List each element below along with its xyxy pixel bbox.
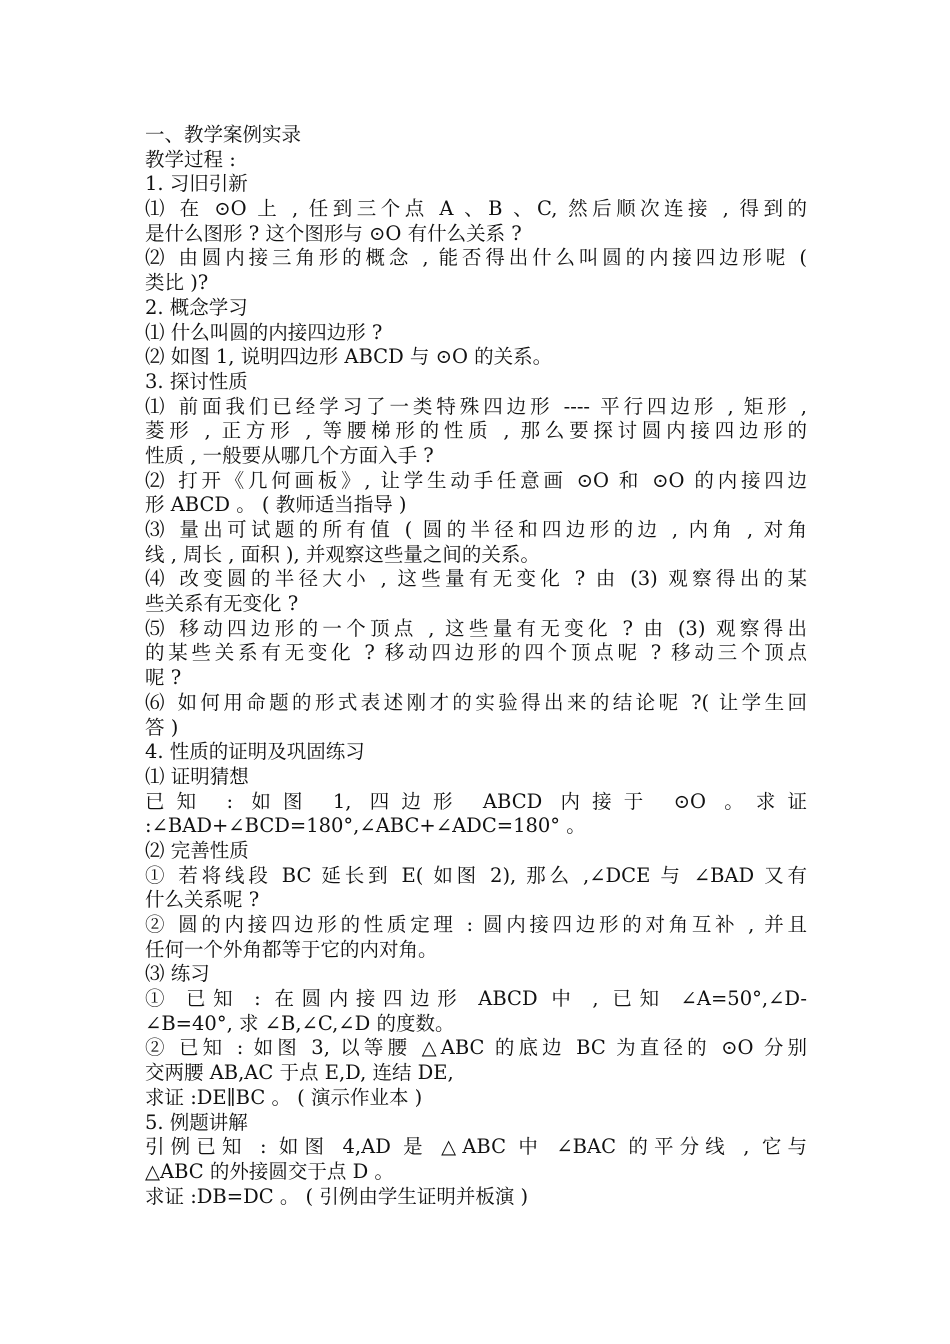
text-line: 求证 :DB=DC 。 ( 引例由学生证明并板演 ) [145, 1184, 529, 1208]
step-heading: 1. 习旧引新 [145, 172, 248, 196]
text-line: ⑵ 打开《几何画板》, 让学生动手任意画 ⊙O 和 ⊙O 的内接四边 [145, 468, 807, 492]
text-line: ⑷ 改变圆的半径大小 , 这些量有无变化 ? 由 (3) 观察得出的某 [145, 567, 807, 591]
step-heading: 3. 探讨性质 [145, 369, 248, 393]
text-line: ① 已知 : 在圆内接四边形 ABCD 中 , 已知 ∠A=50°,∠D- [145, 987, 807, 1011]
text-line: ⑴ 在 ⊙O 上 , 任到三个点 A 、B 、C, 然后顺次连接 , 得到的 [145, 197, 807, 221]
section-heading: 一、教学案例实录 [145, 123, 302, 146]
text-line: 是什么图形 ? 这个图形与 ⊙O 有什么关系 ? [145, 221, 522, 245]
document-body [145, 123, 807, 1209]
step-heading: 5. 例题讲解 [145, 1110, 248, 1134]
text-line: ⑴ 什么叫圆的内接四边形 ? [145, 320, 383, 344]
text-line: ② 已知 : 如图 3, 以等腰 △ABC 的底边 BC 为直径的 ⊙O 分别 [145, 1036, 807, 1060]
text-line: ② 圆的内接四边形的性质定理 : 圆内接四边形的对角互补 , 并且 [145, 913, 807, 936]
text-line: 呢 ? [145, 666, 182, 690]
text-line: 求证 :DE∥BC 。 ( 演示作业本 ) [145, 1085, 423, 1109]
text-line: ⑸ 移动四边形的一个顶点 , 这些量有无变化 ? 由 (3) 观察得出 [145, 616, 807, 640]
text-line: ⑴ 前面我们已经学习了一类特殊四边形 ---- 平行四边形 , 矩形 , [145, 394, 807, 418]
text-line: 线 , 周长 , 面积 ), 并观察这些量之间的关系。 [145, 542, 540, 566]
text-line: ⑴ 证明猜想 [145, 764, 249, 788]
text-line: 些关系有无变化 ? [145, 592, 299, 616]
text-line: 形 ABCD 。 ( 教师适当指导 ) [145, 493, 407, 517]
text-line: 已知 : 如图 1, 四边形 ABCD 内接于 ⊙O 。求证 [145, 789, 807, 813]
text-line: 性质 , 一般要从哪几个方面入手 ? [145, 443, 434, 467]
text-line: 的某些关系有无变化 ? 移动四边形的四个顶点呢 ? 移动三个顶点 [145, 641, 807, 665]
step-heading: 2. 概念学习 [145, 295, 248, 319]
text-line: ⑵ 由圆内接三角形的概念 , 能否得出什么叫圆的内接四边形呢 ( [145, 246, 807, 270]
text-line: ⑹ 如何用命题的形式表述刚才的实验得出来的结论呢 ?( 让学生回 [145, 690, 807, 714]
text-line: △ABC 的外接圆交于点 D 。 [145, 1159, 394, 1183]
text-line: 菱形 , 正方形 , 等腰梯形的性质 , 那么要探讨圆内接四边形的 [145, 419, 807, 443]
text-line: ⑵ 完善性质 [145, 838, 249, 862]
text-line: 答 ) [145, 715, 179, 739]
text-line: ⑶ 量出可试题的所有值 ( 圆的半径和四边形的边 , 内角 , 对角 [145, 518, 807, 541]
text-line: ① 若将线段 BC 延长到 E( 如图 2), 那么 ,∠DCE 与 ∠BAD 又有 [145, 863, 807, 887]
text-line: 什么关系呢 ? [145, 888, 260, 912]
text-line: 交两腰 AB,AC 于点 E,D, 连结 DE, [145, 1061, 454, 1085]
text-line: 引例已知 : 如图 4,AD 是 △ABC 中 ∠BAC 的平分线 , 它与 [145, 1135, 807, 1159]
text-line: ∠B=40°, 求 ∠B,∠C,∠D 的度数。 [145, 1011, 455, 1035]
text-line: :∠BAD+∠BCD=180°,∠ABC+∠ADC=180° 。 [145, 814, 586, 838]
text-line: ⑶ 练习 [145, 962, 210, 986]
step-heading: 4. 性质的证明及巩固练习 [145, 740, 365, 764]
text-line: 任何一个外角都等于它的内对角。 [145, 937, 438, 961]
text-line: ⑵ 如图 1, 说明四边形 ABCD 与 ⊙O 的关系。 [145, 345, 553, 369]
subheading: 教学过程 : [145, 147, 236, 171]
text-line: 类比 )? [145, 271, 209, 295]
